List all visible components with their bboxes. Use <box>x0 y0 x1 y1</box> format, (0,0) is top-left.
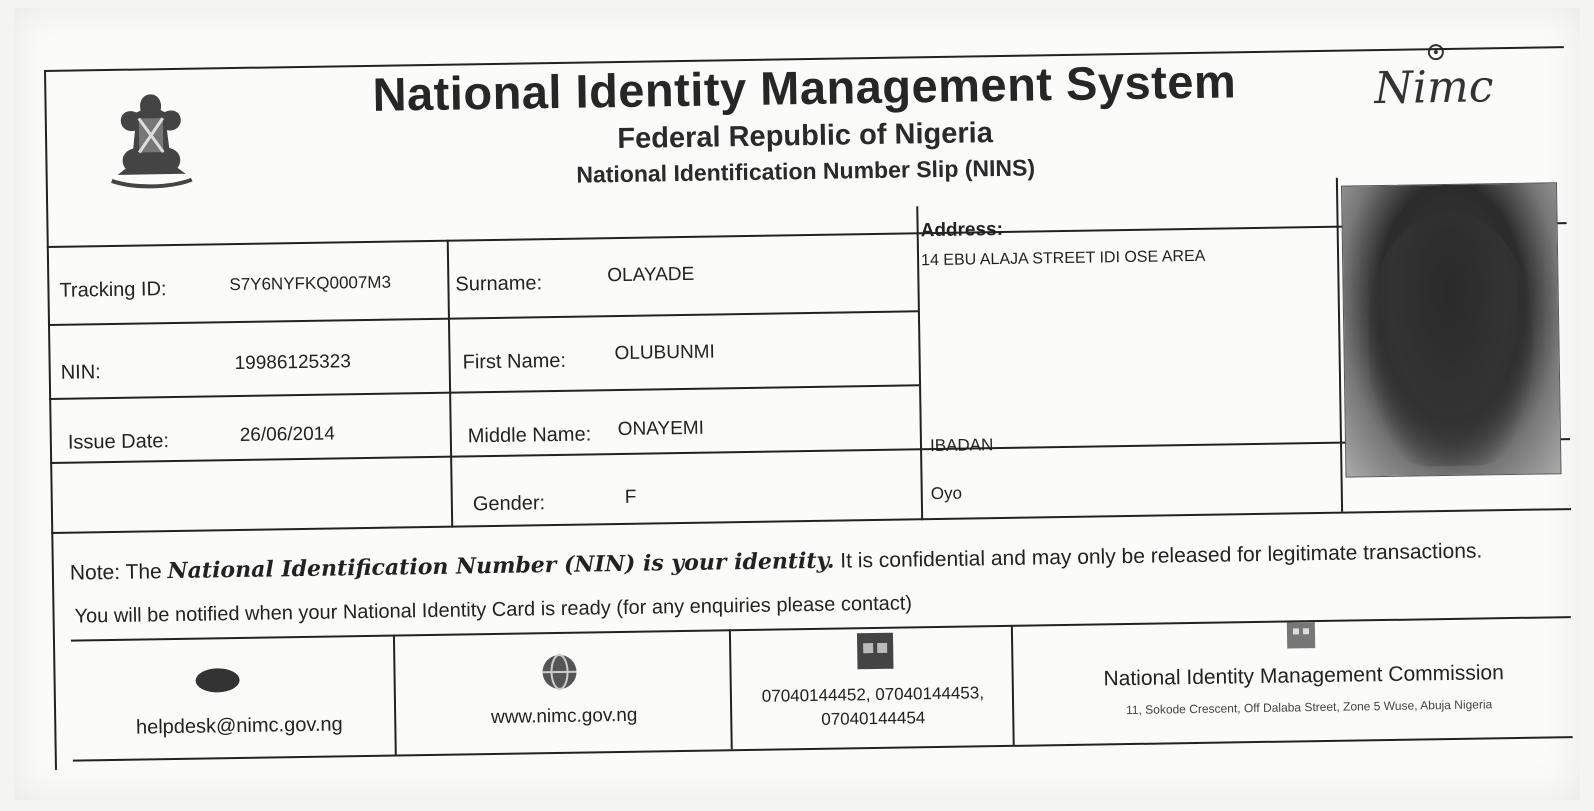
gender-label: Gender: <box>472 492 546 516</box>
note-line-1 <box>70 537 1483 585</box>
phone-numbers-line-1: 07040144452, 07040144453, <box>761 683 985 706</box>
tracking-id-label: Tracking ID: <box>59 278 167 302</box>
page-subtitle: Federal Republic of Nigeria <box>617 117 994 155</box>
note-line-2: You will be notified when your National Identity Card is ready (for any enquiries please contact) <box>74 592 913 628</box>
table-bottom-border <box>51 508 1571 534</box>
nin-label: NIN: <box>60 361 101 384</box>
address-city: IBADAN <box>929 435 994 456</box>
nin-slip <box>44 46 1594 778</box>
address-state: Oyo <box>930 483 963 504</box>
surname-label: Surname: <box>455 272 543 296</box>
nin-value: 19986125323 <box>234 351 352 375</box>
first-name-value: OLUBUNMI <box>614 341 715 365</box>
website-url: www.nimc.gov.ng <box>490 704 638 729</box>
address-line: 14 EBU ALAJA STREET IDI OSE AREA <box>920 247 1206 270</box>
address-label: Address: <box>920 218 1004 242</box>
footer-divider-3 <box>1011 625 1015 745</box>
helpdesk-email: helpdesk@nimc.gov.ng <box>135 713 343 739</box>
slip-left-border <box>44 70 57 770</box>
middle-name-label: Middle Name: <box>467 423 592 448</box>
issue-date-label: Issue Date: <box>67 430 170 454</box>
footer-bottom-border <box>73 736 1573 762</box>
gender-value: F <box>624 486 637 508</box>
surname-value: OLAYADE <box>607 263 695 287</box>
row-divider-1 <box>48 310 918 326</box>
note-emphasis: National Identification Number (NIN) is your identity. <box>167 547 835 585</box>
slip-title: National Identification Number Slip (NINS) <box>576 154 1036 188</box>
tracking-id-value: S7Y6NYFKQ0007M3 <box>229 272 392 295</box>
document-paper <box>14 8 1580 800</box>
first-name-label: First Name: <box>462 349 567 374</box>
column-divider-1 <box>447 240 454 528</box>
globe-icon <box>537 652 582 693</box>
middle-name-value: ONAYEMI <box>617 417 705 441</box>
coat-of-arms-icon <box>102 88 200 193</box>
page-title: National Identity Management System <box>372 54 1237 121</box>
nimc-logo-icon: Nimc <box>1374 61 1494 115</box>
footer-divider-2 <box>729 629 733 749</box>
email-icon <box>193 665 241 696</box>
holder-photo-silhouette <box>1366 215 1534 468</box>
building-icon <box>1281 616 1322 653</box>
note-prefix: Note: The <box>69 560 162 585</box>
note-rest: It is confidential and may only be released for legitimate transactions. <box>840 539 1483 573</box>
row-divider-2 <box>49 384 919 400</box>
phone-numbers-line-2: 07040144454 <box>821 708 926 729</box>
footer-divider-1 <box>393 635 397 755</box>
commission-address: 11, Sokode Crescent, Off Dalaba Street, Zone 5 Wuse, Abuja Nigeria <box>1125 697 1493 718</box>
phone-icon <box>853 629 898 674</box>
issue-date-value: 26/06/2014 <box>239 423 336 446</box>
nimc-logo-mark-icon <box>1416 40 1456 71</box>
commission-name: National Identity Management Commission <box>1103 661 1504 691</box>
